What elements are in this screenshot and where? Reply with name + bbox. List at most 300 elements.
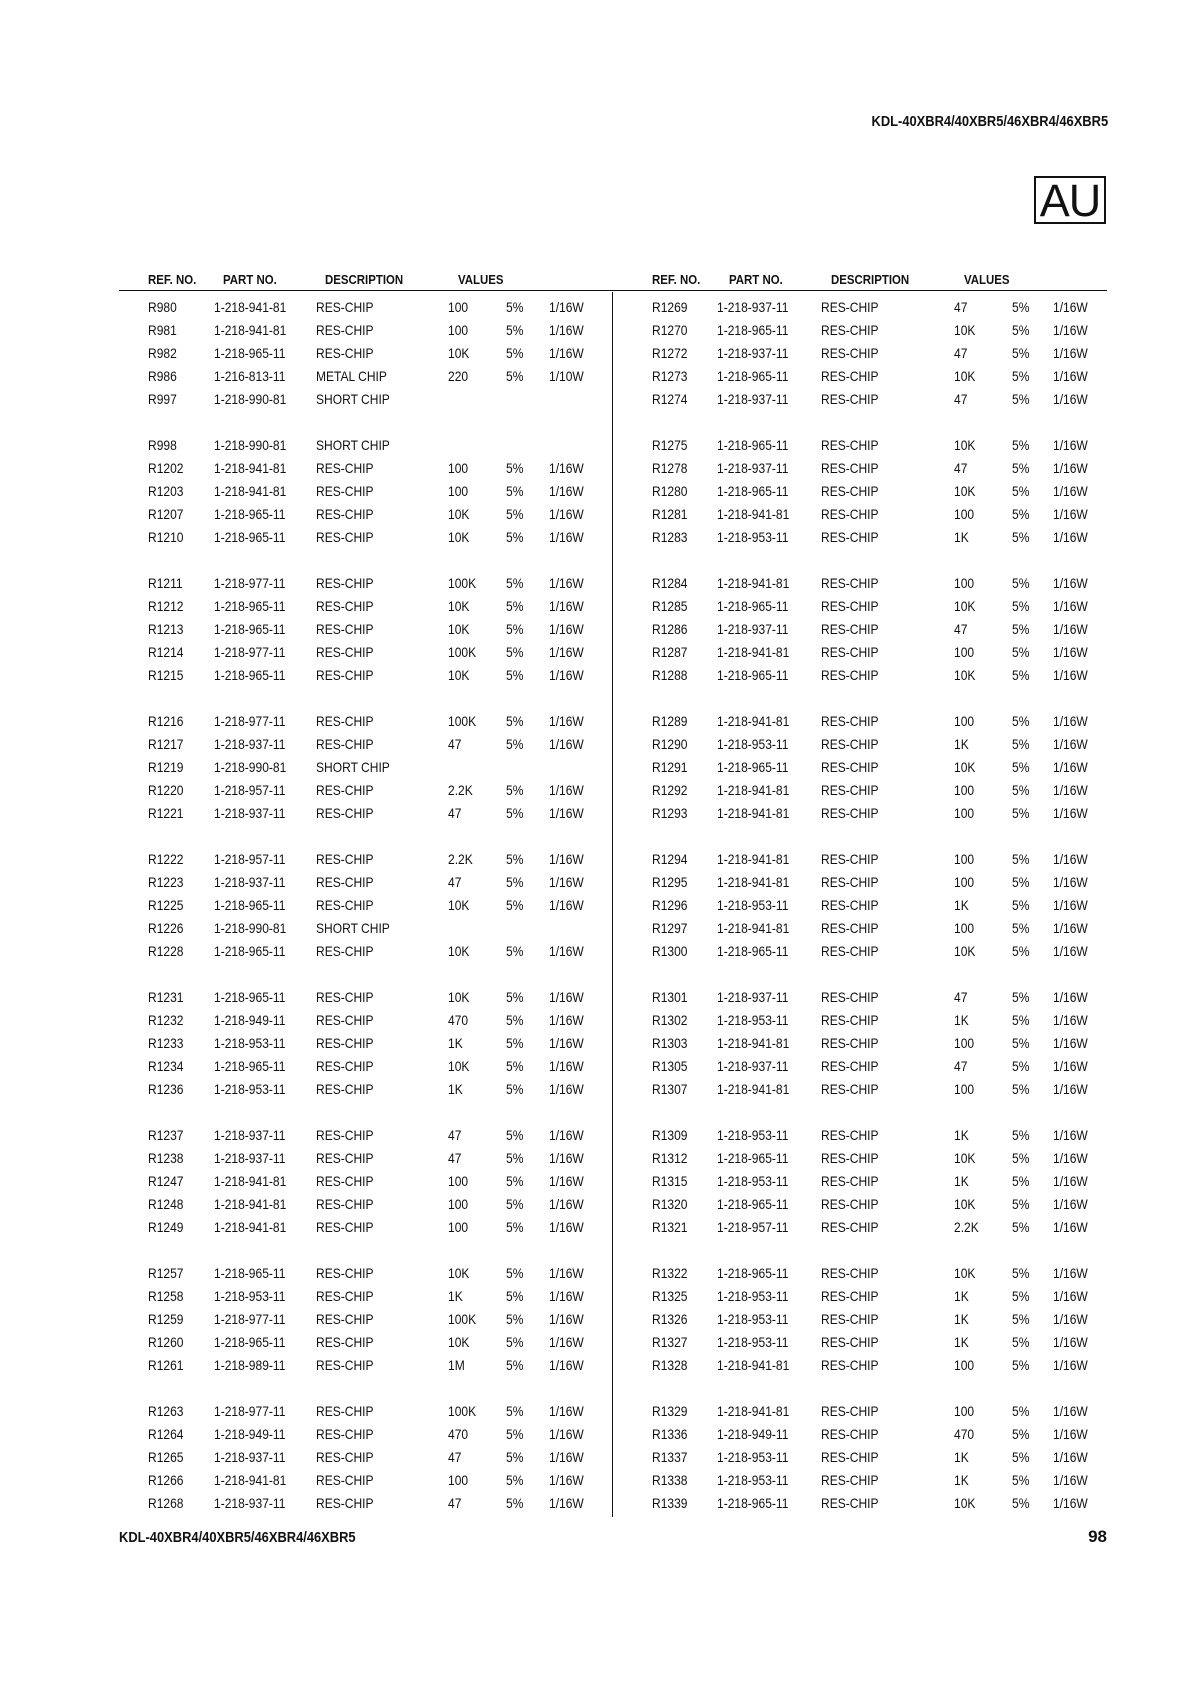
cell-val: 100 <box>954 874 975 890</box>
cell-ref: R1284 <box>652 575 688 591</box>
col-header-desc: DESCRIPTION <box>325 272 404 287</box>
cell-tol: 5% <box>506 805 524 821</box>
table-row <box>622 1194 1112 1217</box>
table-row <box>622 504 1112 527</box>
cell-tol: 5% <box>1012 851 1030 867</box>
cell-part: 1-218-965-11 <box>214 989 286 1005</box>
cell-desc: RES-CHIP <box>316 736 374 752</box>
cell-desc: RES-CHIP <box>821 1357 879 1373</box>
parts-list-right <box>622 297 1112 1516</box>
cell-part: 1-218-965-11 <box>214 1058 286 1074</box>
cell-tol: 5% <box>1012 713 1030 729</box>
group-spacer <box>622 688 1112 711</box>
cell-watt: 1/16W <box>1053 943 1088 959</box>
cell-watt: 1/16W <box>549 299 584 315</box>
cell-desc: RES-CHIP <box>821 1334 879 1350</box>
cell-ref: R1268 <box>148 1495 184 1511</box>
cell-desc: RES-CHIP <box>316 1288 374 1304</box>
cell-val: 1K <box>954 1288 969 1304</box>
cell-val: 47 <box>448 1449 462 1465</box>
cell-ref: R1297 <box>652 920 688 936</box>
cell-desc: RES-CHIP <box>821 1012 879 1028</box>
table-row <box>119 527 609 550</box>
cell-desc: RES-CHIP <box>316 713 374 729</box>
table-row <box>119 1332 609 1355</box>
cell-tol: 5% <box>1012 644 1030 660</box>
cell-val: 100 <box>954 1035 975 1051</box>
cell-ref: R1231 <box>148 989 184 1005</box>
cell-ref: R1278 <box>652 460 688 476</box>
cell-val: 47 <box>954 1058 968 1074</box>
cell-ref: R1257 <box>148 1265 184 1281</box>
cell-ref: R1322 <box>652 1265 688 1281</box>
cell-watt: 1/16W <box>1053 897 1088 913</box>
cell-val: 1K <box>954 1449 969 1465</box>
cell-ref: R1214 <box>148 644 184 660</box>
column-divider <box>612 292 613 1517</box>
table-row <box>119 849 609 872</box>
cell-ref: R1287 <box>652 644 688 660</box>
cell-part: 1-218-977-11 <box>214 1311 286 1327</box>
cell-part: 1-218-953-11 <box>717 1472 789 1488</box>
table-row <box>622 1079 1112 1102</box>
cell-val: 10K <box>954 437 976 453</box>
cell-tol: 5% <box>1012 1219 1030 1235</box>
cell-val: 100 <box>954 1403 975 1419</box>
cell-watt: 1/16W <box>1053 368 1088 384</box>
cell-tol: 5% <box>506 575 524 591</box>
cell-watt: 1/16W <box>1053 1449 1088 1465</box>
cell-val: 1K <box>954 1012 969 1028</box>
cell-val: 100 <box>954 644 975 660</box>
cell-desc: RES-CHIP <box>316 1357 374 1373</box>
table-row <box>119 1079 609 1102</box>
cell-desc: RES-CHIP <box>316 943 374 959</box>
cell-desc: RES-CHIP <box>316 1035 374 1051</box>
cell-watt: 1/16W <box>549 1449 584 1465</box>
cell-val: 100 <box>954 506 975 522</box>
col-header-desc-right: DESCRIPTION <box>831 272 910 287</box>
cell-desc: RES-CHIP <box>821 644 879 660</box>
cell-desc: RES-CHIP <box>821 1472 879 1488</box>
table-row <box>119 389 609 412</box>
cell-part: 1-218-965-11 <box>717 322 789 338</box>
cell-desc: RES-CHIP <box>316 1012 374 1028</box>
cell-part: 1-218-953-11 <box>717 736 789 752</box>
page-number: 98 <box>1088 1527 1107 1546</box>
cell-part: 1-218-965-11 <box>214 667 286 683</box>
cell-tol: 5% <box>506 621 524 637</box>
cell-ref: R1302 <box>652 1012 688 1028</box>
cell-part: 1-218-965-11 <box>214 345 286 361</box>
cell-ref: R1269 <box>652 299 688 315</box>
group-spacer <box>119 412 609 435</box>
cell-watt: 1/16W <box>549 782 584 798</box>
cell-ref: R1211 <box>148 575 183 591</box>
cell-part: 1-218-957-11 <box>214 851 286 867</box>
cell-watt: 1/16W <box>1053 1334 1088 1350</box>
cell-part: 1-218-965-11 <box>717 1196 789 1212</box>
cell-desc: RES-CHIP <box>821 391 879 407</box>
col-header-ref-right: REF. NO. <box>652 272 701 287</box>
cell-val: 100 <box>954 1357 975 1373</box>
table-row <box>119 803 609 826</box>
cell-watt: 1/16W <box>1053 920 1088 936</box>
cell-part: 1-218-937-11 <box>717 1058 789 1074</box>
cell-ref: R1221 <box>148 805 184 821</box>
cell-part: 1-218-990-81 <box>214 759 287 775</box>
table-row <box>119 1424 609 1447</box>
cell-val: 47 <box>448 1127 462 1143</box>
cell-part: 1-218-953-11 <box>717 1012 789 1028</box>
cell-ref: R1202 <box>148 460 184 476</box>
cell-part: 1-218-941-81 <box>717 851 790 867</box>
cell-tol: 5% <box>506 1334 524 1350</box>
group-spacer <box>622 1378 1112 1401</box>
cell-ref: R1213 <box>148 621 184 637</box>
cell-tol: 5% <box>506 667 524 683</box>
cell-val: 10K <box>954 322 976 338</box>
cell-val: 1K <box>954 1472 969 1488</box>
cell-ref: R1236 <box>148 1081 184 1097</box>
cell-desc: SHORT CHIP <box>316 391 390 407</box>
cell-part: 1-218-953-11 <box>214 1035 286 1051</box>
cell-watt: 1/16W <box>1053 851 1088 867</box>
table-row <box>622 1493 1112 1516</box>
cell-watt: 1/16W <box>549 529 584 545</box>
cell-val: 47 <box>954 989 968 1005</box>
table-row <box>119 320 609 343</box>
cell-tol: 5% <box>506 736 524 752</box>
cell-part: 1-218-953-11 <box>717 1334 789 1350</box>
cell-tol: 5% <box>1012 1288 1030 1304</box>
cell-tol: 5% <box>1012 1058 1030 1074</box>
cell-val: 10K <box>448 598 470 614</box>
cell-tol: 5% <box>1012 1196 1030 1212</box>
cell-val: 100 <box>448 483 469 499</box>
table-row <box>622 987 1112 1010</box>
cell-tol: 5% <box>506 897 524 913</box>
cell-desc: RES-CHIP <box>821 736 879 752</box>
cell-watt: 1/16W <box>1053 1058 1088 1074</box>
table-row <box>622 1056 1112 1079</box>
header-rule <box>119 290 1107 291</box>
cell-part: 1-218-977-11 <box>214 713 286 729</box>
cell-desc: RES-CHIP <box>316 1219 374 1235</box>
cell-tol: 5% <box>1012 1426 1030 1442</box>
table-row <box>119 435 609 458</box>
cell-part: 1-218-965-11 <box>214 1334 286 1350</box>
cell-watt: 1/16W <box>549 1357 584 1373</box>
cell-ref: R1273 <box>652 368 688 384</box>
cell-part: 1-218-989-11 <box>214 1357 286 1373</box>
cell-watt: 1/16W <box>549 874 584 890</box>
cell-ref: R980 <box>148 299 177 315</box>
group-spacer <box>622 550 1112 573</box>
cell-val: 100 <box>448 1472 469 1488</box>
cell-val: 47 <box>448 736 462 752</box>
col-header-values: VALUES <box>458 272 504 287</box>
cell-desc: RES-CHIP <box>821 506 879 522</box>
cell-val: 1K <box>954 1173 969 1189</box>
table-row <box>622 1424 1112 1447</box>
cell-ref: R1225 <box>148 897 184 913</box>
cell-val: 100K <box>448 1311 477 1327</box>
cell-ref: R1294 <box>652 851 688 867</box>
cell-ref: R1290 <box>652 736 688 752</box>
cell-ref: R1232 <box>148 1012 184 1028</box>
cell-watt: 1/16W <box>549 483 584 499</box>
cell-tol: 5% <box>1012 1081 1030 1097</box>
cell-val: 10K <box>448 345 470 361</box>
cell-part: 1-218-965-11 <box>214 621 286 637</box>
cell-desc: RES-CHIP <box>316 575 374 591</box>
cell-val: 47 <box>954 299 968 315</box>
cell-ref: R1339 <box>652 1495 688 1511</box>
cell-ref: R1217 <box>148 736 184 752</box>
cell-val: 10K <box>954 1495 976 1511</box>
cell-part: 1-218-937-11 <box>214 805 286 821</box>
cell-part: 1-218-937-11 <box>717 989 789 1005</box>
cell-watt: 1/16W <box>1053 1219 1088 1235</box>
cell-part: 1-218-953-11 <box>717 1311 789 1327</box>
cell-val: 100 <box>954 713 975 729</box>
cell-desc: RES-CHIP <box>316 621 374 637</box>
cell-ref: R1337 <box>652 1449 688 1465</box>
cell-ref: R1312 <box>652 1150 688 1166</box>
cell-val: 100K <box>448 1403 477 1419</box>
cell-ref: R1296 <box>652 897 688 913</box>
table-row <box>622 619 1112 642</box>
table-row <box>119 872 609 895</box>
cell-tol: 5% <box>506 368 524 384</box>
table-row <box>119 734 609 757</box>
table-row <box>119 481 609 504</box>
table-row <box>622 596 1112 619</box>
cell-val: 10K <box>448 529 470 545</box>
cell-ref: R1329 <box>652 1403 688 1419</box>
cell-ref: R1228 <box>148 943 184 959</box>
cell-tol: 5% <box>1012 1311 1030 1327</box>
cell-val: 470 <box>448 1426 469 1442</box>
cell-desc: METAL CHIP <box>316 368 387 384</box>
cell-desc: RES-CHIP <box>821 299 879 315</box>
cell-watt: 1/16W <box>1053 1173 1088 1189</box>
cell-tol: 5% <box>1012 1334 1030 1350</box>
cell-part: 1-218-937-11 <box>214 736 286 752</box>
cell-tol: 5% <box>506 529 524 545</box>
cell-desc: RES-CHIP <box>821 1265 879 1281</box>
table-row <box>119 1010 609 1033</box>
cell-val: 10K <box>448 506 470 522</box>
table-row <box>622 849 1112 872</box>
cell-watt: 1/16W <box>1053 874 1088 890</box>
cell-tol: 5% <box>506 1196 524 1212</box>
cell-tol: 5% <box>1012 1495 1030 1511</box>
cell-watt: 1/16W <box>1053 805 1088 821</box>
cell-desc: RES-CHIP <box>316 460 374 476</box>
cell-part: 1-218-941-81 <box>214 1472 287 1488</box>
cell-part: 1-218-990-81 <box>214 391 287 407</box>
cell-desc: RES-CHIP <box>316 1449 374 1465</box>
table-row <box>622 757 1112 780</box>
cell-part: 1-218-965-11 <box>214 1265 286 1281</box>
table-row <box>622 734 1112 757</box>
cell-tol: 5% <box>506 874 524 890</box>
cell-watt: 1/16W <box>1053 759 1088 775</box>
cell-part: 1-218-941-81 <box>717 920 790 936</box>
cell-tol: 5% <box>1012 736 1030 752</box>
table-row <box>622 1125 1112 1148</box>
cell-val: 100 <box>448 1219 469 1235</box>
table-row <box>622 1309 1112 1332</box>
cell-part: 1-218-949-11 <box>214 1426 286 1442</box>
cell-desc: RES-CHIP <box>821 1035 879 1051</box>
cell-watt: 1/16W <box>549 1403 584 1419</box>
cell-ref: R986 <box>148 368 177 384</box>
cell-ref: R1315 <box>652 1173 688 1189</box>
cell-tol: 5% <box>1012 368 1030 384</box>
cell-part: 1-218-937-11 <box>214 1449 286 1465</box>
cell-val: 10K <box>448 1058 470 1074</box>
table-row <box>119 1033 609 1056</box>
group-spacer <box>622 826 1112 849</box>
cell-desc: RES-CHIP <box>821 782 879 798</box>
cell-ref: R1220 <box>148 782 184 798</box>
group-spacer <box>119 688 609 711</box>
cell-val: 10K <box>448 989 470 1005</box>
cell-val: 100 <box>954 575 975 591</box>
cell-val: 1K <box>954 1334 969 1350</box>
cell-ref: R1233 <box>148 1035 184 1051</box>
cell-tol: 5% <box>506 1311 524 1327</box>
cell-desc: RES-CHIP <box>821 529 879 545</box>
cell-val: 1K <box>954 1311 969 1327</box>
cell-desc: RES-CHIP <box>821 598 879 614</box>
cell-tol: 5% <box>1012 1357 1030 1373</box>
cell-tol: 5% <box>506 1173 524 1189</box>
table-row <box>622 872 1112 895</box>
cell-ref: R1272 <box>652 345 688 361</box>
cell-val: 100 <box>448 299 469 315</box>
cell-watt: 1/16W <box>1053 299 1088 315</box>
cell-tol: 5% <box>506 989 524 1005</box>
cell-desc: RES-CHIP <box>821 1196 879 1212</box>
cell-part: 1-218-953-11 <box>717 1173 789 1189</box>
cell-watt: 1/16W <box>1053 736 1088 752</box>
cell-tol: 5% <box>1012 667 1030 683</box>
cell-desc: SHORT CHIP <box>316 920 390 936</box>
table-row <box>622 1217 1112 1240</box>
cell-val: 47 <box>954 345 968 361</box>
cell-tol: 5% <box>1012 1127 1030 1143</box>
cell-val: 10K <box>954 1196 976 1212</box>
cell-watt: 1/16W <box>1053 782 1088 798</box>
table-row <box>119 343 609 366</box>
cell-desc: RES-CHIP <box>316 1472 374 1488</box>
cell-part: 1-218-937-11 <box>214 1127 286 1143</box>
table-row <box>119 504 609 527</box>
cell-part: 1-218-990-81 <box>214 437 287 453</box>
cell-desc: RES-CHIP <box>316 1196 374 1212</box>
table-row <box>119 297 609 320</box>
cell-desc: RES-CHIP <box>316 483 374 499</box>
cell-desc: RES-CHIP <box>821 1288 879 1304</box>
cell-part: 1-218-953-11 <box>717 1127 789 1143</box>
cell-tol: 5% <box>1012 345 1030 361</box>
cell-ref: R1285 <box>652 598 688 614</box>
cell-watt: 1/16W <box>549 506 584 522</box>
cell-watt: 1/16W <box>549 1173 584 1189</box>
cell-watt: 1/16W <box>549 989 584 1005</box>
table-row <box>622 803 1112 826</box>
cell-part: 1-218-941-81 <box>214 299 287 315</box>
table-row <box>622 1401 1112 1424</box>
table-row <box>119 1355 609 1378</box>
cell-ref: R1248 <box>148 1196 184 1212</box>
table-row <box>119 918 609 941</box>
cell-val: 10K <box>448 1334 470 1350</box>
cell-part: 1-218-965-11 <box>717 667 789 683</box>
cell-part: 1-218-977-11 <box>214 1403 286 1419</box>
table-row <box>119 895 609 918</box>
table-row <box>119 1171 609 1194</box>
cell-tol: 5% <box>506 322 524 338</box>
table-row <box>119 1217 609 1240</box>
cell-part: 1-218-941-81 <box>717 713 790 729</box>
cell-tol: 5% <box>1012 598 1030 614</box>
cell-tol: 5% <box>506 1495 524 1511</box>
cell-watt: 1/16W <box>549 1426 584 1442</box>
cell-desc: RES-CHIP <box>821 667 879 683</box>
cell-watt: 1/16W <box>1053 529 1088 545</box>
cell-watt: 1/16W <box>1053 644 1088 660</box>
cell-tol: 5% <box>506 483 524 499</box>
cell-watt: 1/16W <box>1053 1035 1088 1051</box>
cell-desc: RES-CHIP <box>316 299 374 315</box>
parts-list-left <box>119 297 609 1516</box>
cell-part: 1-218-937-11 <box>717 621 789 637</box>
cell-watt: 1/16W <box>549 598 584 614</box>
cell-desc: RES-CHIP <box>821 1449 879 1465</box>
cell-desc: RES-CHIP <box>316 345 374 361</box>
cell-part: 1-218-977-11 <box>214 644 286 660</box>
cell-tol: 5% <box>1012 529 1030 545</box>
cell-val: 470 <box>448 1012 469 1028</box>
cell-part: 1-218-941-81 <box>717 1403 790 1419</box>
cell-ref: R1259 <box>148 1311 184 1327</box>
cell-ref: R1338 <box>652 1472 688 1488</box>
cell-part: 1-218-941-81 <box>717 1357 790 1373</box>
cell-part: 1-218-941-81 <box>717 1035 790 1051</box>
cell-desc: RES-CHIP <box>316 989 374 1005</box>
cell-ref: R1321 <box>652 1219 688 1235</box>
cell-part: 1-218-937-11 <box>214 874 286 890</box>
cell-desc: RES-CHIP <box>821 1403 879 1419</box>
cell-val: 220 <box>448 368 469 384</box>
cell-tol: 5% <box>1012 874 1030 890</box>
table-row <box>119 1056 609 1079</box>
cell-val: 10K <box>448 897 470 913</box>
table-row <box>622 297 1112 320</box>
table-row <box>119 941 609 964</box>
cell-desc: RES-CHIP <box>821 437 879 453</box>
cell-desc: RES-CHIP <box>821 989 879 1005</box>
cell-tol: 5% <box>1012 759 1030 775</box>
table-row <box>622 573 1112 596</box>
cell-val: 100 <box>954 851 975 867</box>
cell-watt: 1/16W <box>549 667 584 683</box>
